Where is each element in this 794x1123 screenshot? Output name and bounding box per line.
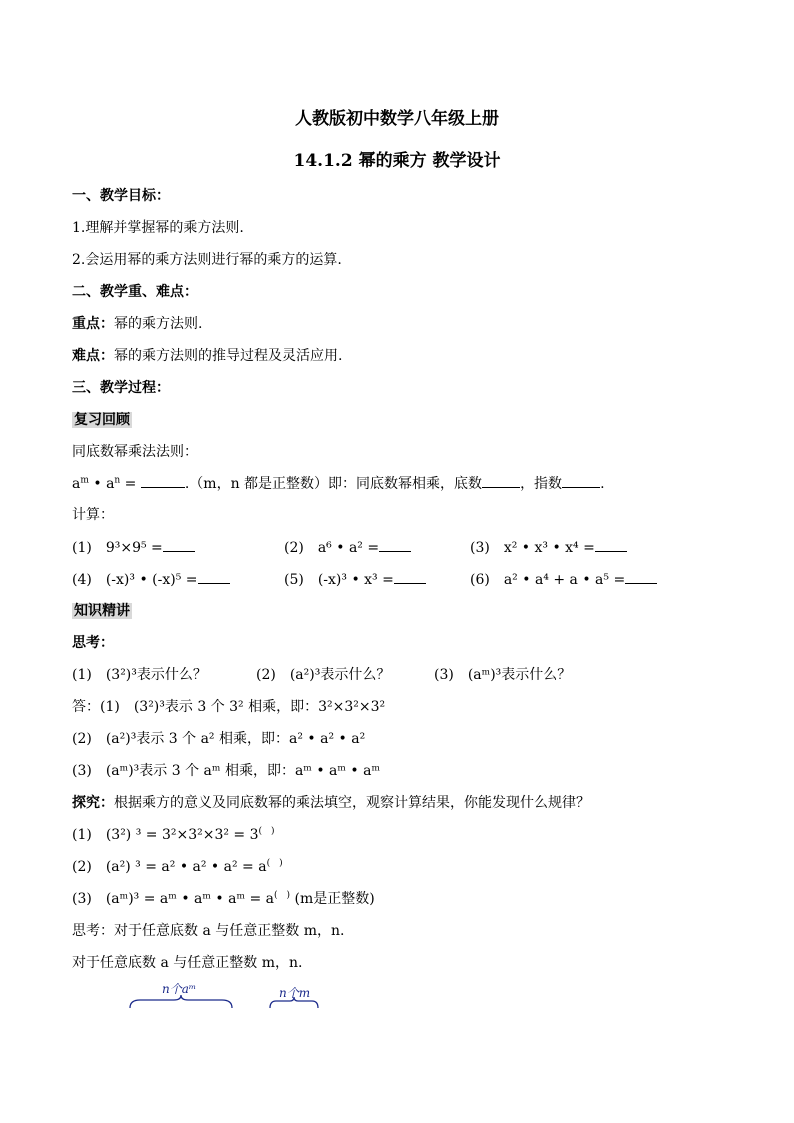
explore-1	[72, 825, 275, 845]
answer-blank[interactable]	[141, 473, 185, 488]
problem-2-text: (2) a⁶ • a² =	[284, 540, 380, 556]
rule-middle-text: .（m，n 都是正整数）即：同底数幂相乘，底数	[184, 476, 483, 492]
rule-exp-n: n	[114, 475, 121, 486]
explore-3-tail: (m是正整数)	[290, 891, 375, 907]
answer-blank[interactable]	[595, 537, 627, 552]
problem-6-text: (6) a² • a⁴ + a • a⁵ =	[470, 572, 626, 588]
problem-3-text: (3) x² • x³ • x⁴ =	[470, 540, 595, 556]
answer-2: (2) (a²)³表示 3 个 a² 相乘，即：a² • a² • a²	[72, 731, 366, 747]
section-heading-keypoints: 二、教学重、难点：	[72, 284, 198, 300]
difficult-text: 幂的乘方法则的推导过程及灵活应用.	[114, 348, 343, 364]
think-2: 思考：对于任意底数 a 与任意正整数 m，n.	[72, 923, 345, 939]
difficult-point	[72, 346, 342, 366]
problem-5-text: (5) (-x)³ • x³ =	[284, 572, 394, 588]
rule-eq: =	[120, 476, 137, 492]
rule-end: .	[600, 476, 605, 492]
overbrace-1	[128, 994, 234, 1010]
answer-blank[interactable]	[482, 473, 520, 488]
knowledge-tag: 知识精讲	[74, 603, 130, 619]
key-text: 幂的乘方法则.	[114, 316, 203, 332]
rule-base-a: a	[72, 476, 81, 492]
answer-3: (3) (aᵐ)³表示 3 个 aᵐ 相乘，即：aᵐ • aᵐ • aᵐ	[72, 763, 381, 779]
key-point	[72, 314, 202, 334]
problem-5	[284, 569, 426, 590]
objective-1: 1.理解并掌握幂的乘方法则.	[72, 220, 244, 236]
answer-blank[interactable]	[163, 537, 195, 552]
explore-line	[72, 793, 590, 813]
key-label: 重点：	[72, 316, 114, 332]
answer-blank[interactable]	[379, 537, 411, 552]
calc-label: 计算：	[72, 507, 114, 523]
brace-label-1: n个aᵐ	[162, 982, 197, 996]
exponent-blank[interactable]: ( )	[266, 858, 283, 869]
answer-blank[interactable]	[198, 569, 230, 584]
section-heading-objectives: 一、教学目标：	[72, 188, 170, 204]
exponent-blank[interactable]: ( )	[274, 890, 291, 901]
explore-3	[72, 889, 375, 909]
answer-1: 答：(1) (3²)³表示 3 个 3² 相乘，即：3²×3²×3²	[72, 699, 386, 715]
explore-1-text: (1) (3²) ³ = 3²×3²×3² = 3	[72, 827, 259, 843]
section-heading-process: 三、教学过程：	[72, 380, 170, 396]
document-subtitle: 14.1.2 幂的乘方 教学设计	[293, 151, 501, 171]
problem-4	[72, 569, 230, 590]
review-heading	[72, 410, 132, 430]
multiplication-rule	[72, 473, 605, 494]
explore-label: 探究：	[72, 795, 114, 811]
question-3: (3) (aᵐ)³表示什么？	[434, 667, 572, 683]
problem-6	[470, 569, 657, 590]
explore-3-text: (3) (aᵐ)³ = aᵐ • aᵐ • aᵐ = a	[72, 891, 275, 907]
knowledge-heading	[72, 601, 132, 621]
exponent-blank[interactable]: ( )	[258, 826, 275, 837]
explore-2	[72, 857, 283, 877]
explore-2-text: (2) (a²) ³ = a² • a² • a² = a	[72, 859, 267, 875]
answer-blank[interactable]	[562, 473, 600, 488]
answer-blank[interactable]	[625, 569, 657, 584]
answer-blank[interactable]	[394, 569, 426, 584]
think-label: 思考：	[72, 635, 114, 651]
question-1: (1) (3²)³表示什么？	[72, 667, 207, 683]
review-tag: 复习回顾	[74, 412, 130, 428]
problem-1-text: (1) 9³×9⁵ =	[72, 540, 163, 556]
rule-title: 同底数幂乘法法则：	[72, 444, 198, 460]
rule-dot: • a	[88, 476, 115, 492]
overbrace-2	[268, 996, 320, 1010]
problem-4-text: (4) (-x)³ • (-x)⁵ =	[72, 572, 198, 588]
think-3: 对于任意底数 a 与任意正整数 m，n.	[72, 955, 303, 971]
problem-1	[72, 537, 195, 558]
rule-middle-text-2: ，指数	[520, 476, 563, 492]
problem-2	[284, 537, 411, 558]
explore-text: 根据乘方的意义及同底数幂的乘法填空，观察计算结果，你能发现什么规律？	[114, 795, 590, 811]
objective-2: 2.会运用幂的乘方法则进行幂的乘方的运算.	[72, 252, 342, 268]
rule-exp-m: m	[80, 475, 89, 486]
question-2: (2) (a²)³表示什么？	[256, 667, 391, 683]
brace-label-2: n个m	[279, 986, 311, 1000]
problem-3	[470, 537, 627, 558]
document-title: 人教版初中数学八年级上册	[295, 109, 499, 129]
difficult-label: 难点：	[72, 348, 114, 364]
